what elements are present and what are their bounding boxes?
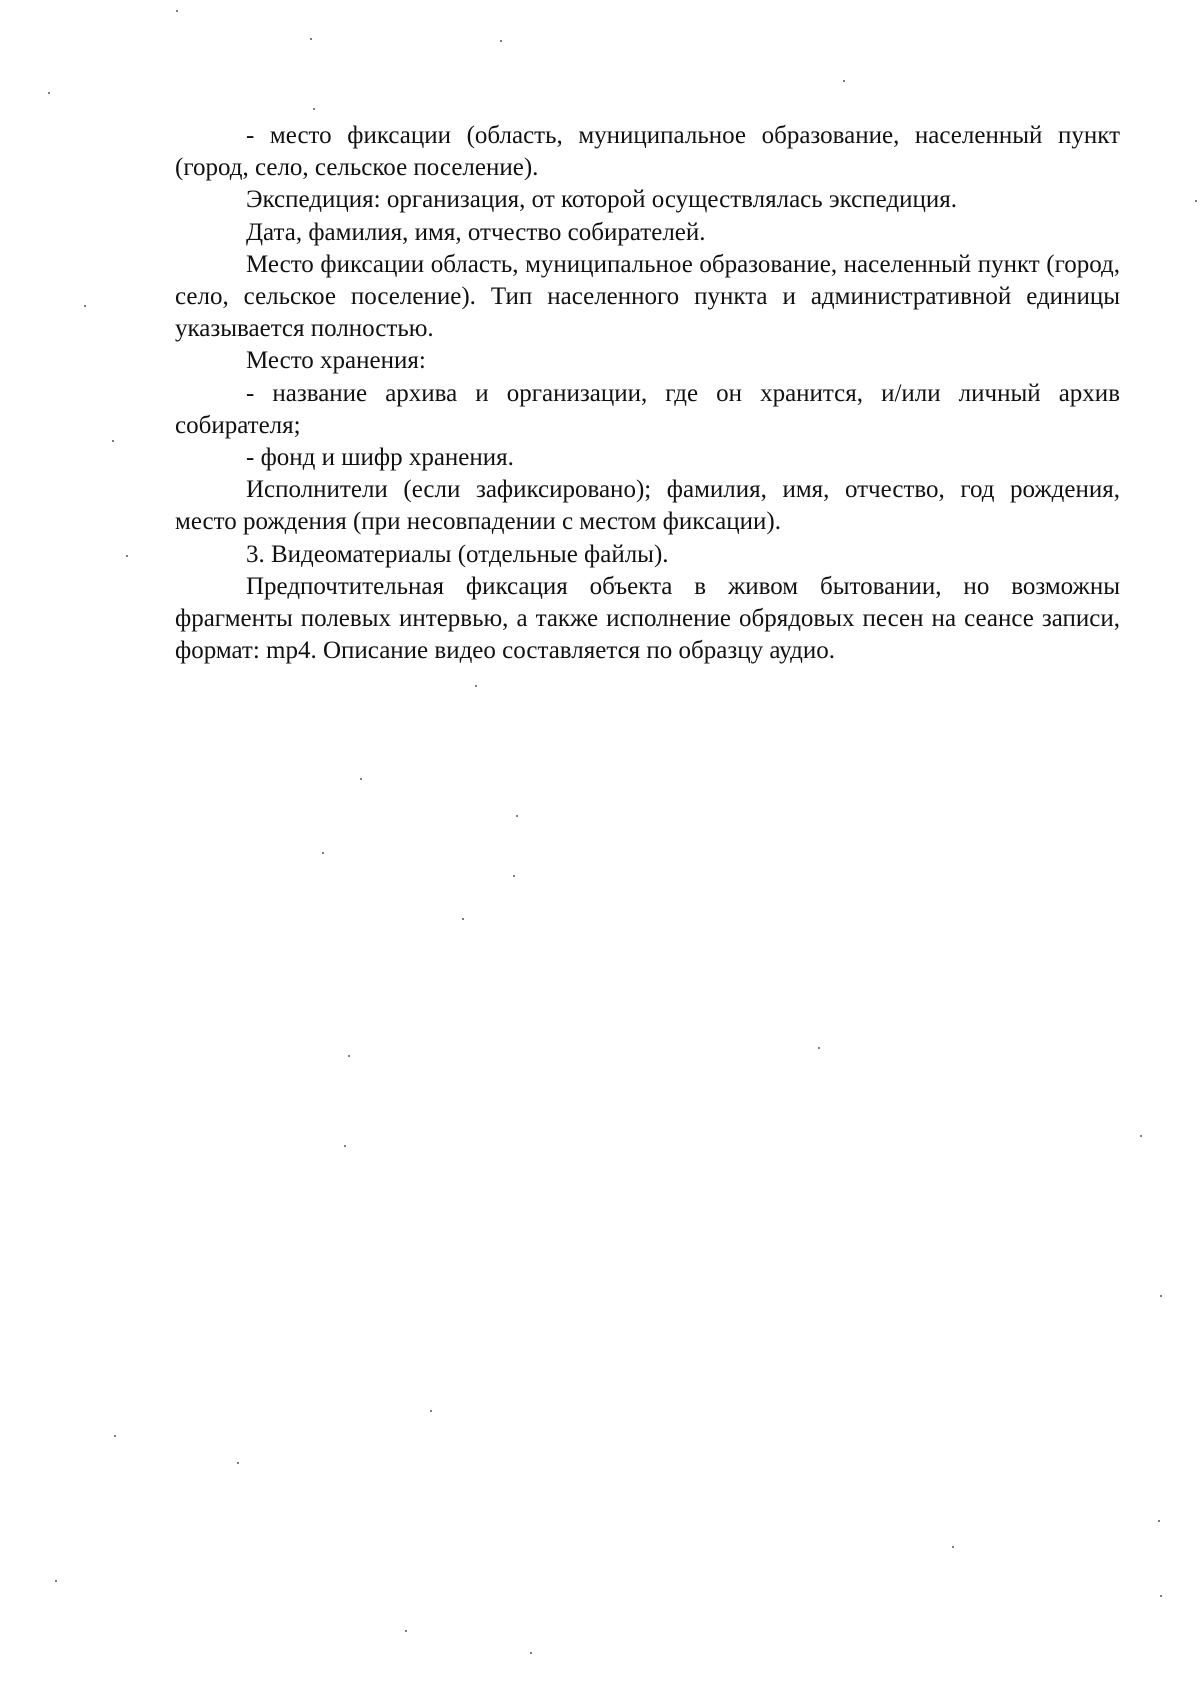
scan-speck xyxy=(1160,1295,1162,1297)
scan-speck xyxy=(462,918,464,920)
paragraph-archive-name: - название архива и организации, где он хранится, и/или личный архив собирателя; xyxy=(175,379,1120,439)
scan-speck xyxy=(313,108,315,110)
paragraph-fund-cipher: - фонд и шифр хранения. xyxy=(246,444,514,472)
scan-speck xyxy=(818,1047,820,1049)
scan-speck xyxy=(114,1435,116,1437)
paragraph-date-collectors: Дата, фамилия, имя, отчество собирателей. xyxy=(246,218,706,246)
scan-speck xyxy=(126,555,128,557)
scan-speck xyxy=(344,1145,346,1147)
scan-speck xyxy=(475,685,477,687)
paragraph-storage-location: Место хранения: xyxy=(246,347,426,375)
scan-speck xyxy=(430,1410,432,1412)
scan-speck xyxy=(322,852,324,854)
scan-speck xyxy=(843,80,845,82)
scan-speck xyxy=(237,1462,239,1464)
scan-speck xyxy=(530,1652,532,1654)
scan-speck xyxy=(516,815,518,817)
scan-speck xyxy=(348,1055,350,1057)
paragraph-video-description: Предпочтительная фиксация объекта в живом бытовании, но возможны фрагменты полевых интервью, а также исполнение обрядовых песен на сеансе записи, формат: mp4. Описание видео составляется по образцу аудио. xyxy=(175,572,1120,665)
scan-speck xyxy=(952,1546,954,1548)
scan-speck xyxy=(1160,1595,1162,1597)
scan-speck xyxy=(1195,200,1197,202)
scan-speck xyxy=(48,92,50,94)
scan-speck xyxy=(112,440,114,442)
paragraph-video-materials: 3. Видеоматериалы (отдельные файлы). xyxy=(246,540,669,568)
paragraph-place-of-recording: - место фиксации (область, муниципальное образование, населенный пункт (город, село, сельское поселение). xyxy=(175,122,1120,182)
scan-speck xyxy=(405,1630,407,1632)
scan-speck xyxy=(84,305,86,307)
scan-speck xyxy=(55,1580,57,1582)
scan-speck xyxy=(176,10,178,12)
scan-speck xyxy=(360,778,362,780)
scan-speck xyxy=(1158,1520,1160,1522)
document-body xyxy=(175,120,1120,667)
scan-speck xyxy=(513,875,515,877)
paragraph-performers: Исполнители (если зафиксировано); фамилия, имя, отчество, год рождения, место рождения (при несовпадении с местом фиксации). xyxy=(175,476,1120,536)
scan-speck xyxy=(310,38,312,40)
paragraph-expedition: Экспедиция: организация, от которой осуществлялась экспедиция. xyxy=(246,186,958,214)
scan-speck xyxy=(500,40,502,42)
paragraph-place-of-recording-full: Место фиксации область, муниципальное образование, населенный пункт (город, село, сельское поселение). Тип населенного пункта и административной единицы указывается полностью. xyxy=(175,250,1120,343)
scan-speck xyxy=(1140,1135,1142,1137)
